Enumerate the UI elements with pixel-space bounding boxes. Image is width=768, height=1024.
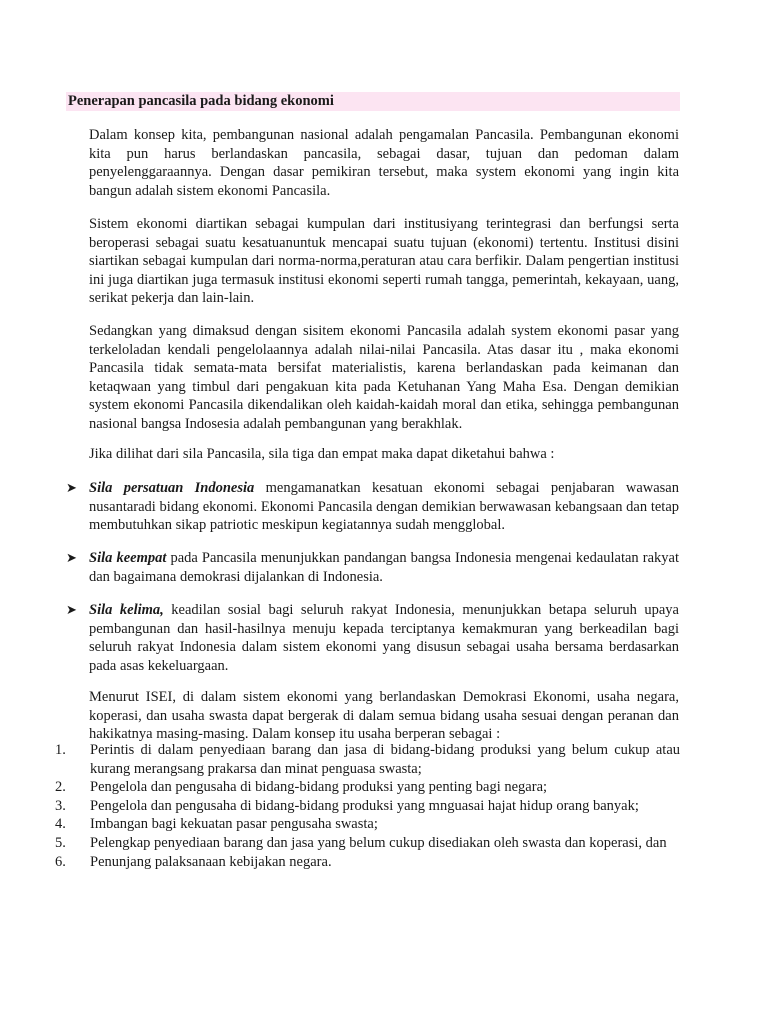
list-number: 2. [55,779,66,796]
paragraph-1: Dalam konsep kita, pembangunan nasional adalah pengamalan Pancasila. Pembangunan ekonomi kita pun harus berlandaskan pancasila, sebagai dasar, tujuan dan pedoman dalam penyelenggaraannya. Dengan dasar pemikiran tersebut, maka system ekonomi yang ingin kita bangun adalah sistem ekonomi Pancasila. [89,127,679,199]
list-text: Pengelola dan pengusaha di bidang-bidang produksi yang penting bagi negara; [90,779,548,796]
list-text: Penunjang palaksanaan kebijakan negara. [90,853,332,870]
list-item [55,778,680,797]
list-text: Perintis di dalam penyediaan barang dan jasa di bidang-bidang produksi yang belum cukup atau kurang merangsang prakarsa dan minat penguasa swasta; [90,742,680,777]
list-number: 5. [55,834,66,851]
bullet-item [66,601,679,675]
list-number: 1. [55,742,66,758]
list-item [55,797,680,816]
list-item [55,853,680,872]
list-number: 4. [55,816,66,833]
numbered-list [55,741,680,871]
bullet-item [66,479,679,535]
list-item [55,815,680,834]
bullet-term: Sila keempat [89,550,167,566]
list-number: 3. [55,797,66,814]
paragraph-2: Sistem ekonomi diartikan sebagai kumpulan dari institusiyang terintegrasi dan berfungsi serta beroperasi sebagai suatu kesatuanuntuk mencapai suatu tujuan (ekonomi) tertentu. Institusi disini siartikan sebagai kumpulan dari norma-norma,peraturan atau cara berfikir. Dalam pengertian institusi ini juga diartikan juga termasuk institusi ekonomi seperti rumah tangga, pemerintah, kekayaan, uang, serikat pekerja dan lain-lain. [89,216,679,307]
bullet-body: pada Pancasila menunjukkan pandangan bangsa Indonesia mengenai kedaulatan rakyat dan bagaimana demokrasi dijalankan di Indonesia. [89,550,679,585]
list-text: Imbangan bagi kekuatan pasar pengusaha swasta; [90,816,378,833]
bullet-text [89,601,679,675]
bullet-text [89,549,679,586]
arrow-bullet-icon: ➤ [66,550,77,565]
bullet-body: mengamanatkan kesatuan ekonomi sebagai penjabaran wawasan nusantaradi bidang ekonomi. Ekonomi Pancasila dengan demikian berwawasan kebangsaan dan tetap membutuhkan sikap patriotic meskipun kegiatannya sudah mengglobal. [89,480,679,534]
list-text: Pengelola dan pengusaha di bidang-bidang produksi yang mnguasai hajat hidup orang banyak; [90,797,639,814]
list-text: Pelengkap penyediaan barang dan jasa yang belum cukup disediakan oleh swasta dan koperasi, dan [90,834,667,851]
paragraph-4: Jika dilihat dari sila Pancasila, sila tiga dan empat maka dapat diketahui bahwa : [89,446,555,462]
paragraph-3: Sedangkan yang dimaksud dengan sisitem ekonomi Pancasila adalah system ekonomi pasar yang terkeloladan kendali pengelolaannya adalah nilai-nilai Pancasila. Atas dasar itu , maka ekonomi Pancasila tidak semata-mata bersifat materialistis, karena berlandaskan pada keimanan dan ketaqwaan yang timbul dari pengakuan kita pada Ketuhanan Yang Maha Esa. Dengan demikian system ekonomi Pancasila dikendalikan oleh kaidah-kaidah moral dan etika, sehingga pembangunan nasional bangsa Indosesia adalah pembangunan yang berakhlak. [89,323,679,432]
list-item [55,834,680,853]
bullet-item [66,549,679,586]
bullet-body: keadilan sosial bagi seluruh rakyat Indonesia, menunjukkan betapa seluruh upaya pembangunan dan hasil-hasilnya menuju kepada terciptanya kemakmuran yang berkeadilan bagi seluruh rakyat Indonesia dalam sistem ekonomi yang disusun sebagai usaha bersama berdasarkan pada asas kekeluargaan. [89,602,679,674]
list-number: 6. [55,853,66,870]
list-item [55,741,680,778]
arrow-bullet-icon: ➤ [66,602,77,617]
arrow-bullet-icon: ➤ [66,480,77,495]
closing-paragraph: Menurut ISEI, di dalam sistem ekonomi yang berlandaskan Demokrasi Ekonomi, usaha negara, koperasi, dan usaha swasta dapat bergerak di dalam semua bidang usaha sesuai dengan peranan dan hakikatnya masing-masing. Dalam konsep itu usaha berperan sebagai : [89,689,679,743]
bullet-term: Sila persatuan Indonesia [89,480,255,496]
bullet-text [89,479,679,535]
section-heading: Penerapan pancasila pada bidang ekonomi [66,92,680,111]
bullet-term: Sila kelima, [89,602,164,618]
